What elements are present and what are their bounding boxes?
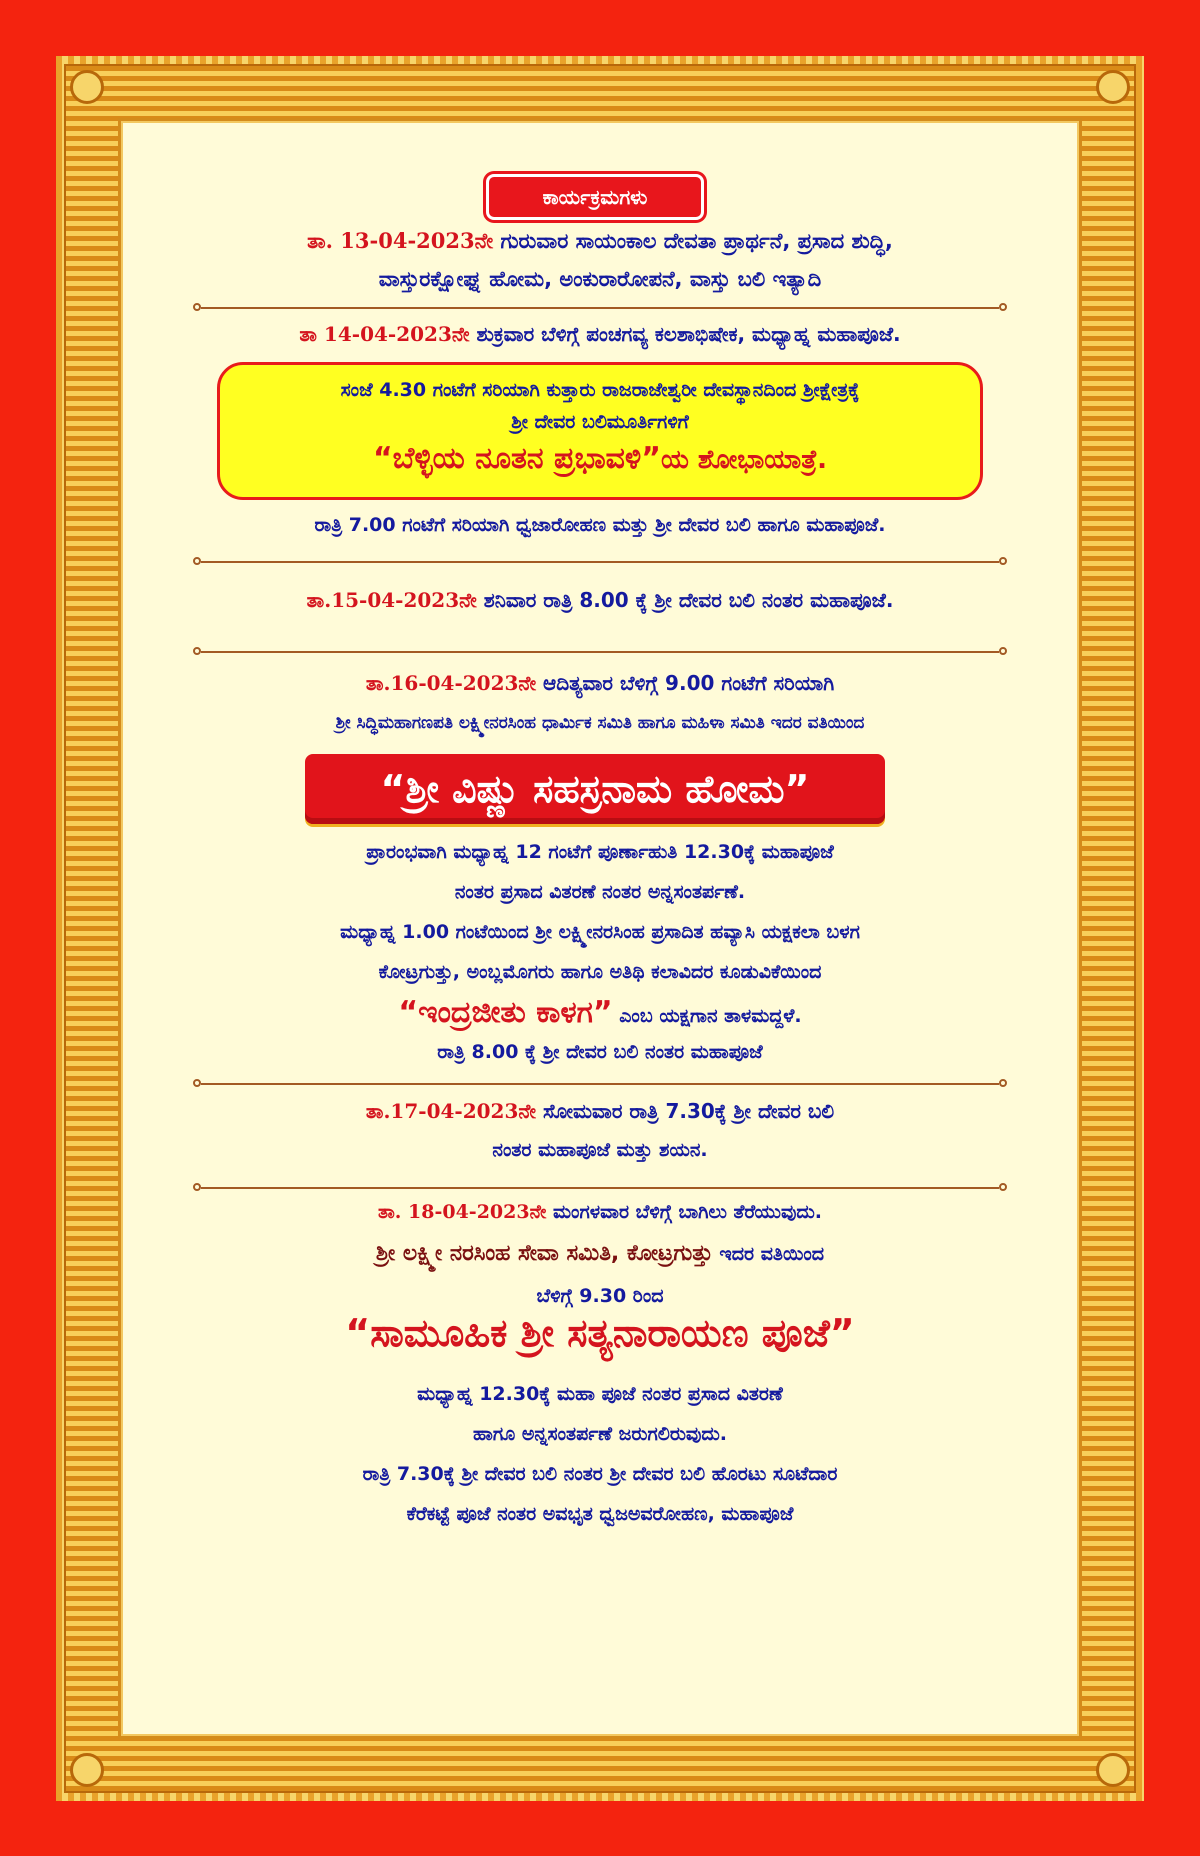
event-text: ಆದಿತ್ಯವಾರ ಬೆಳಿಗ್ಗೆ 9.00 ಗಂಟೆಗೆ ಸರಿಯಾಗಿ bbox=[536, 671, 835, 695]
event-text: ಗುರುವಾರ ಸಾಯಂಕಾಲ ದೇವತಾ ಪ್ರಾರ್ಥನೆ, ಪ್ರಸಾದ ಶುದ್ಧಿ, bbox=[493, 229, 893, 253]
divider bbox=[201, 561, 999, 563]
divider bbox=[201, 1083, 999, 1085]
corner-ornament bbox=[70, 1753, 104, 1787]
event-line: ನಂತರ ಮಹಾಪೂಜೆ ಮತ್ತು ಶಯನ. bbox=[492, 1139, 708, 1161]
event-text: ಇದರ ವತಿಯಿಂದ bbox=[712, 1243, 825, 1265]
event-line: ಪ್ರಾರಂಭವಾಗಿ ಮಧ್ಯಾಹ್ನ 12 ಗಂಟೆಗೆ ಪೂರ್ಣಾಹುತಿ 12.30ಕ್ಕೆ ಮಹಾಪೂಜೆ bbox=[366, 841, 834, 863]
corner-ornament bbox=[70, 70, 104, 104]
event-line: ರಾತ್ರಿ 8.00 ಕ್ಕೆ ಶ್ರೀ ದೇವರ ಬಲಿ ನಂತರ ಮಹಾಪೂಜೆ bbox=[437, 1041, 763, 1063]
event-text: ಸೋಮವಾರ ರಾತ್ರಿ 7.30ಕ್ಕೆ ಶ್ರೀ ದೇವರ ಬಲಿ bbox=[536, 1099, 835, 1123]
decorative-border bbox=[64, 64, 1136, 1793]
event-text: ಶುಕ್ರವಾರ ಬೆಳಿಗ್ಗೆ ಪಂಚಗವ್ಯ ಕಲಶಾಭಿಷೇಕ, ಮಧ್ಯಾಹ್ನ ಮಹಾಪೂಜೆ. bbox=[469, 322, 901, 346]
event-line bbox=[121, 1201, 1079, 1223]
event-text: ಮಂಗಳವಾರ ಬೆಳಿಗ್ಗೆ ಬಾಗಿಲು ತೆರೆಯುವುದು. bbox=[546, 1201, 822, 1223]
event-text: ಎಂಬ ಯಕ್ಷಗಾನ ತಾಳಮದ್ದಳೆ. bbox=[612, 1005, 802, 1027]
event-line: ರಾತ್ರಿ 7.00 ಗಂಟೆಗೆ ಸರಿಯಾಗಿ ಧ್ವಜಾರೋಹಣ ಮತ್ತು ಶ್ರೀ ದೇವರ ಬಲಿ ಹಾಗೂ ಮಹಾಪೂಜೆ. bbox=[314, 514, 886, 536]
event-date: ತಾ. 18-04-2023ನೇ bbox=[378, 1201, 547, 1223]
event-date: ತಾ.17-04-2023ನೇ bbox=[365, 1099, 537, 1123]
programs-heading: ಕಾರ್ಯಕ್ರಮಗಳು bbox=[486, 174, 704, 220]
event-date: ತಾ. 13-04-2023ನೇ bbox=[307, 228, 494, 253]
invitation-card bbox=[56, 56, 1144, 1801]
event-date: ತಾ.16-04-2023ನೇ bbox=[365, 671, 537, 695]
event-line bbox=[121, 995, 1079, 1030]
event-line: ಬೆಳಿಗ್ಗೆ 9.30 ರಿಂದ bbox=[536, 1285, 664, 1307]
event-line bbox=[121, 228, 1079, 254]
event-date: ತಾ.15-04-2023ನೇ bbox=[306, 588, 477, 612]
event-text: ಶನಿವಾರ ರಾತ್ರಿ 8.00 ಕ್ಕೆ ಶ್ರೀ ದೇವರ ಬಲಿ ನಂತರ ಮಹಾಪೂಜೆ. bbox=[476, 588, 894, 612]
divider bbox=[201, 307, 999, 309]
prabhavali-title: “ಬೆಳ್ಳಿಯ ನೂತನ ಪ್ರಭಾವಳಿ” bbox=[372, 441, 661, 476]
event-line: ರಾತ್ರಿ 7.30ಕ್ಕೆ ಶ್ರೀ ದೇವರ ಬಲಿ ನಂತರ ಶ್ರೀ ದೇವರ ಬಲಿ ಹೊರಟು ಸೂಟೆದಾರ bbox=[362, 1463, 838, 1485]
event-line bbox=[121, 588, 1079, 612]
highlight-box bbox=[217, 362, 983, 500]
highlight-line: ಸಂಜೆ 4.30 ಗಂಟೆಗೆ ಸರಿಯಾಗಿ ಕುತ್ತಾರು ರಾಜರಾಜೇಶ್ವರೀ ದೇವಸ್ಥಾನದಿಂದ ಶ್ರೀಕ್ಷೇತ್ರಕ್ಕೆ bbox=[340, 379, 860, 401]
indrajeetu-title: “ಇಂದ್ರಜೀತು ಕಾಳಗ” bbox=[398, 995, 613, 1030]
highlight-line: ಶ್ರೀ ದೇವರ ಬಲಿಮೂರ್ತಿಗಳಿಗೆ bbox=[511, 411, 689, 433]
event-line: ಹಾಗೂ ಅನ್ನಸಂತರ್ಪಣೆ ಜರುಗಲಿರುವುದು. bbox=[473, 1423, 727, 1445]
corner-ornament bbox=[1096, 1753, 1130, 1787]
event-line: ನಂತರ ಪ್ರಸಾದ ವಿತರಣೆ ನಂತರ ಅನ್ನಸಂತರ್ಪಣೆ. bbox=[454, 881, 746, 903]
event-line: ಮಧ್ಯಾಹ್ನ 1.00 ಗಂಟೆಯಿಂದ ಶ್ರೀ ಲಕ್ಷ್ಮೀನರಸಿಂಹ ಪ್ರಸಾದಿತ ಹವ್ಯಾಸಿ ಯಕ್ಷಕಲಾ ಬಳಗ bbox=[340, 921, 860, 943]
homa-banner: “ಶ್ರೀ ವಿಷ್ಣು ಸಹಸ್ರನಾಮ ಹೋಮ” bbox=[305, 754, 885, 824]
event-line bbox=[121, 671, 1079, 695]
divider bbox=[201, 651, 999, 653]
satyanarayana-title: “ಸಾಮೂಹಿಕ ಶ್ರೀ ಸತ್ಯನಾರಾಯಣ ಪೂಜೆ” bbox=[345, 1311, 855, 1355]
event-line bbox=[121, 1241, 1079, 1266]
event-date: ತಾ 14-04-2023ನೇ bbox=[299, 322, 470, 346]
divider bbox=[201, 1187, 999, 1189]
program-panel bbox=[118, 118, 1082, 1739]
highlight-title bbox=[220, 441, 980, 476]
event-line bbox=[121, 322, 1079, 346]
event-line bbox=[121, 1099, 1079, 1123]
event-line: ಶ್ರೀ ಸಿದ್ಧಿಮಹಾಗಣಪತಿ ಲಕ್ಷ್ಮೀನರಸಿಂಹ ಧಾರ್ಮಿಕ ಸಮಿತಿ ಹಾಗೂ ಮಹಿಳಾ ಸಮಿತಿ ಇದರ ವತಿಯಿಂದ bbox=[335, 713, 865, 733]
event-line: ಕೋಟ್ರಗುತ್ತು, ಅಂಬ್ಲಮೊಗರು ಹಾಗೂ ಅತಿಥಿ ಕಲಾವಿದರ ಕೂಡುವಿಕೆಯಿಂದ bbox=[378, 961, 822, 983]
corner-ornament bbox=[1096, 70, 1130, 104]
event-line: ಕೆರೆಕಟ್ಟೆ ಪೂಜೆ ನಂತರ ಅವಭೃತ ಧ್ವಜಅವರೋಹಣ, ಮಹಾಪೂಜೆ bbox=[406, 1503, 794, 1525]
procession-text: ಯ ಶೋಭಾಯಾತ್ರೆ. bbox=[661, 445, 828, 475]
samiti-name: ಶ್ರೀ ಲಕ್ಷ್ಮೀ ನರಸಿಂಹ ಸೇವಾ ಸಮಿತಿ, ಕೋಟ್ರಗುತ್ತು bbox=[375, 1241, 713, 1266]
event-line: ವಾಸ್ತುರಕ್ಷೋಘ್ನ ಹೋಮ, ಅಂಕುರಾರೋಪನೆ, ವಾಸ್ತು ಬಲಿ ಇತ್ಯಾದಿ bbox=[378, 267, 822, 291]
event-line: ಮಧ್ಯಾಹ್ನ 12.30ಕ್ಕೆ ಮಹಾ ಪೂಜೆ ನಂತರ ಪ್ರಸಾದ ವಿತರಣೆ bbox=[417, 1383, 783, 1405]
